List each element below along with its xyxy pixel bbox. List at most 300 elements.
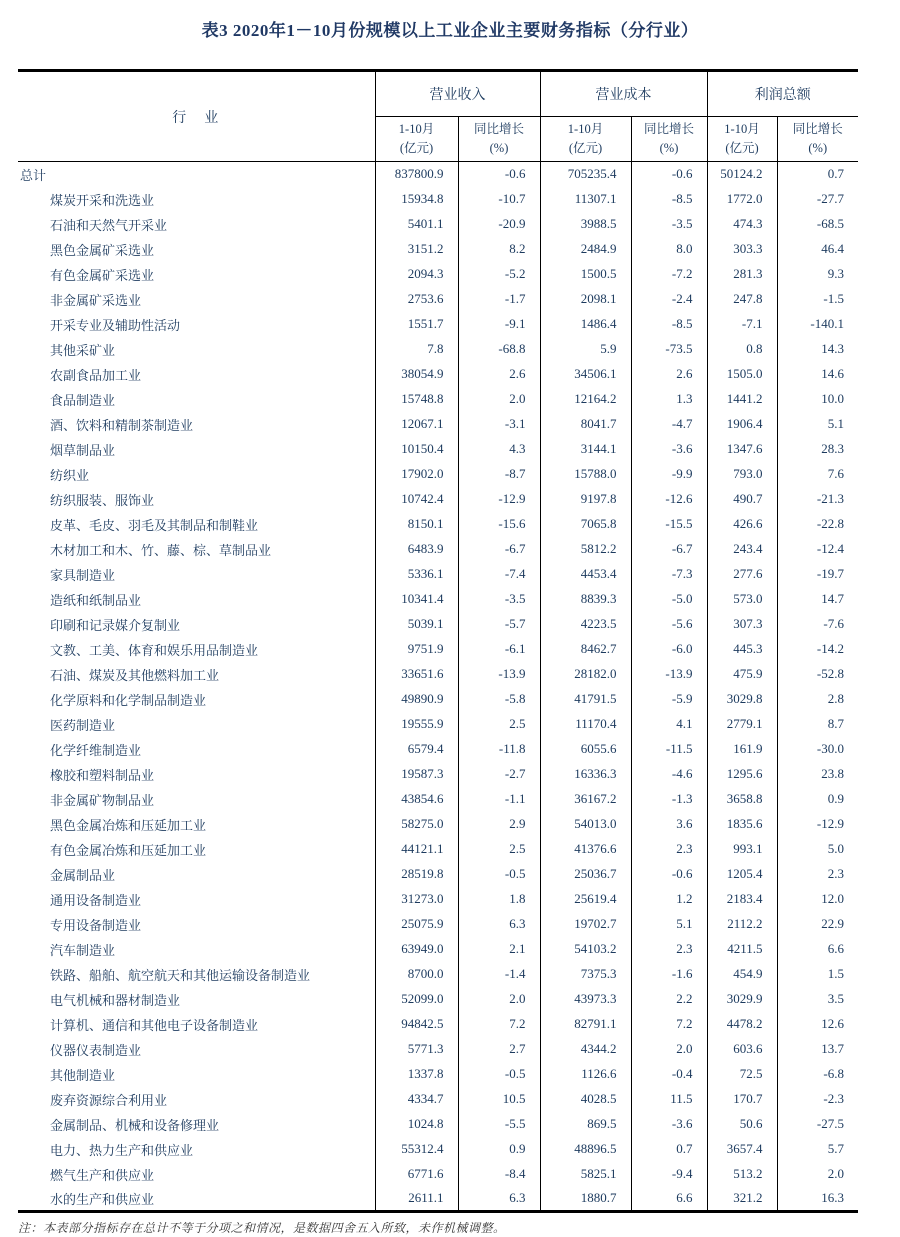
cost-amount-cell: 4223.5 [540,612,631,637]
cost-growth-cell: -5.6 [631,612,707,637]
cost-amount-cell: 8462.7 [540,637,631,662]
industry-name-cell: 废弃资源综合利用业 [50,1092,168,1108]
revenue-amount-cell: 15934.8 [375,187,458,212]
revenue-amount-cell: 52099.0 [375,987,458,1012]
industry-name-cell: 金属制品、机械和设备修理业 [50,1117,220,1133]
column-group-operating-cost: 营业成本 [540,71,707,117]
industry-name-cell: 纺织业 [50,467,90,483]
industry-name-cell: 其他采矿业 [50,342,116,358]
cost-growth-cell: 2.6 [631,362,707,387]
cost-amount-cell: 4344.2 [540,1037,631,1062]
revenue-amount-cell: 1551.7 [375,312,458,337]
revenue-amount-cell: 17902.0 [375,462,458,487]
industry-name-cell: 通用设备制造业 [50,892,142,908]
industry-name-cell: 农副食品加工业 [50,367,142,383]
cost-amount-cell: 869.5 [540,1112,631,1137]
revenue-growth-cell: -0.6 [458,162,540,187]
industry-name-cell: 非金属矿采选业 [50,292,142,308]
revenue-amount-cell: 5771.3 [375,1037,458,1062]
profit-growth-cell: -22.8 [777,512,858,537]
revenue-amount-cell: 8150.1 [375,512,458,537]
revenue-growth-cell: -1.7 [458,287,540,312]
industry-name-cell: 医药制造业 [50,717,116,733]
profit-amount-cell: 490.7 [707,487,777,512]
cost-growth-cell: -11.5 [631,737,707,762]
cost-amount-cell: 12164.2 [540,387,631,412]
cost-amount-cell: 43973.3 [540,987,631,1012]
table-row [18,862,858,887]
profit-growth-cell: -27.5 [777,1112,858,1137]
revenue-growth-cell: 2.5 [458,712,540,737]
profit-growth-cell: 23.8 [777,762,858,787]
cost-growth-cell: -8.5 [631,187,707,212]
cost-amount-cell: 705235.4 [540,162,631,187]
table-row [18,837,858,862]
industry-name-cell: 有色金属冶炼和压延加工业 [50,842,207,858]
profit-growth-cell: 2.3 [777,862,858,887]
profit-amount-cell: 303.3 [707,237,777,262]
industry-name-cell: 电力、热力生产和供应业 [50,1142,194,1158]
revenue-growth-cell: 1.8 [458,887,540,912]
cost-amount-cell: 2484.9 [540,237,631,262]
subheader-revenue-amount [375,117,458,162]
table-row [18,687,858,712]
table-row [18,1112,858,1137]
cost-growth-cell: -73.5 [631,337,707,362]
profit-growth-cell: -12.4 [777,537,858,562]
revenue-growth-cell: -11.8 [458,737,540,762]
table-row [18,487,858,512]
profit-growth-cell: 14.3 [777,337,858,362]
revenue-amount-cell: 7.8 [375,337,458,362]
table-row [18,1012,858,1037]
revenue-amount-cell: 58275.0 [375,812,458,837]
revenue-amount-cell: 12067.1 [375,412,458,437]
revenue-growth-cell: -9.1 [458,312,540,337]
revenue-growth-cell: -7.4 [458,562,540,587]
revenue-amount-cell: 2611.1 [375,1187,458,1212]
revenue-growth-cell: 2.0 [458,387,540,412]
profit-amount-cell: 603.6 [707,1037,777,1062]
cost-amount-cell: 2098.1 [540,287,631,312]
profit-growth-cell: -2.3 [777,1087,858,1112]
profit-growth-cell: 16.3 [777,1187,858,1212]
revenue-amount-cell: 94842.5 [375,1012,458,1037]
profit-growth-cell: 5.7 [777,1137,858,1162]
table-row [18,587,858,612]
table-row [18,512,858,537]
revenue-amount-cell: 10341.4 [375,587,458,612]
industry-name-cell: 计算机、通信和其他电子设备制造业 [50,1017,259,1033]
revenue-growth-cell: -8.7 [458,462,540,487]
profit-amount-cell: 1441.2 [707,387,777,412]
cost-amount-cell: 1880.7 [540,1187,631,1212]
subheader-line2: (%) [659,141,679,155]
profit-amount-cell: 4211.5 [707,937,777,962]
revenue-growth-cell: -12.9 [458,487,540,512]
profit-amount-cell: 1906.4 [707,412,777,437]
profit-amount-cell: 2183.4 [707,887,777,912]
revenue-growth-cell: -3.5 [458,587,540,612]
profit-growth-cell: 3.5 [777,987,858,1012]
industry-name-cell: 燃气生产和供应业 [50,1167,155,1183]
revenue-growth-cell: 2.0 [458,987,540,1012]
profit-amount-cell: 307.3 [707,612,777,637]
revenue-amount-cell: 6579.4 [375,737,458,762]
cost-amount-cell: 5825.1 [540,1162,631,1187]
cost-amount-cell: 25036.7 [540,862,631,887]
profit-amount-cell: 475.9 [707,662,777,687]
industry-name-cell: 水的生产和供应业 [50,1191,155,1207]
table-row [18,1062,858,1087]
industry-name-cell: 酒、饮料和精制茶制造业 [50,417,194,433]
cost-growth-cell: 7.2 [631,1012,707,1037]
industry-name-cell: 化学纤维制造业 [50,742,142,758]
cost-growth-cell: -13.9 [631,662,707,687]
profit-growth-cell: 6.6 [777,937,858,962]
revenue-growth-cell: 2.6 [458,362,540,387]
revenue-growth-cell: -3.1 [458,412,540,437]
table-row [18,187,858,212]
profit-growth-cell: 8.7 [777,712,858,737]
table-row [18,637,858,662]
cost-growth-cell: 2.2 [631,987,707,1012]
cost-growth-cell: -3.5 [631,212,707,237]
cost-amount-cell: 5812.2 [540,537,631,562]
cost-growth-cell: 2.0 [631,1037,707,1062]
revenue-amount-cell: 2094.3 [375,262,458,287]
industry-name-cell: 纺织服装、服饰业 [50,492,155,508]
table-row [18,387,858,412]
profit-amount-cell: 50.6 [707,1112,777,1137]
table-body [18,162,858,1212]
table-row [18,812,858,837]
profit-growth-cell: 14.6 [777,362,858,387]
cost-growth-cell: -2.4 [631,287,707,312]
revenue-growth-cell: 4.3 [458,437,540,462]
profit-growth-cell: -19.7 [777,562,858,587]
profit-growth-cell: -68.5 [777,212,858,237]
cost-amount-cell: 8839.3 [540,587,631,612]
profit-amount-cell: 454.9 [707,962,777,987]
cost-growth-cell: 2.3 [631,837,707,862]
revenue-amount-cell: 3151.2 [375,237,458,262]
profit-amount-cell: 1295.6 [707,762,777,787]
industry-name-cell: 家具制造业 [50,567,116,583]
profit-growth-cell: 28.3 [777,437,858,462]
table-row [18,1137,858,1162]
revenue-growth-cell: 10.5 [458,1087,540,1112]
revenue-amount-cell: 5401.1 [375,212,458,237]
table-row [18,312,858,337]
industry-name-cell: 石油、煤炭及其他燃料加工业 [50,667,220,683]
revenue-amount-cell: 9751.9 [375,637,458,662]
cost-amount-cell: 4028.5 [540,1087,631,1112]
profit-amount-cell: 2112.2 [707,912,777,937]
industry-name-cell: 食品制造业 [50,392,116,408]
table-footnote: 注：本表部分指标存在总计不等于分项之和情况，是数据四舍五入所致，未作机械调整。 [18,1221,506,1235]
cost-amount-cell: 9197.8 [540,487,631,512]
industry-name-cell: 印刷和记录媒介复制业 [50,617,181,633]
cost-growth-cell: -3.6 [631,1112,707,1137]
cost-growth-cell: -15.5 [631,512,707,537]
cost-amount-cell: 41791.5 [540,687,631,712]
table-row [18,912,858,937]
revenue-amount-cell: 10742.4 [375,487,458,512]
cost-amount-cell: 1486.4 [540,312,631,337]
revenue-amount-cell: 1337.8 [375,1062,458,1087]
profit-amount-cell: 445.3 [707,637,777,662]
cost-growth-cell: 6.6 [631,1187,707,1212]
cost-amount-cell: 34506.1 [540,362,631,387]
profit-growth-cell: 14.7 [777,587,858,612]
profit-amount-cell: 1772.0 [707,187,777,212]
industry-name-cell: 橡胶和塑料制品业 [50,767,155,783]
revenue-growth-cell: -13.9 [458,662,540,687]
profit-growth-cell: -7.6 [777,612,858,637]
cost-amount-cell: 36167.2 [540,787,631,812]
profit-amount-cell: 513.2 [707,1162,777,1187]
profit-amount-cell: 793.0 [707,462,777,487]
revenue-amount-cell: 6483.9 [375,537,458,562]
cost-growth-cell: -9.4 [631,1162,707,1187]
profit-growth-cell: -1.5 [777,287,858,312]
table-row [18,212,858,237]
profit-growth-cell: 5.1 [777,412,858,437]
table-row [18,237,858,262]
revenue-growth-cell: -15.6 [458,512,540,537]
column-group-total-profit: 利润总额 [707,71,858,117]
cost-amount-cell: 19702.7 [540,912,631,937]
profit-growth-cell: 9.3 [777,262,858,287]
profit-amount-cell: 4478.2 [707,1012,777,1037]
profit-amount-cell: 474.3 [707,212,777,237]
cost-growth-cell: 2.3 [631,937,707,962]
cost-growth-cell: -1.6 [631,962,707,987]
revenue-amount-cell: 837800.9 [375,162,458,187]
cost-growth-cell: 11.5 [631,1087,707,1112]
revenue-amount-cell: 44121.1 [375,837,458,862]
table-row [18,962,858,987]
cost-amount-cell: 3988.5 [540,212,631,237]
industry-name-cell: 烟草制品业 [50,442,116,458]
cost-amount-cell: 4453.4 [540,562,631,587]
table-row [18,787,858,812]
subheader-cost-amount [540,117,631,162]
table-row [18,712,858,737]
profit-growth-cell: 46.4 [777,237,858,262]
industry-name-cell: 造纸和纸制品业 [50,592,142,608]
cost-amount-cell: 48896.5 [540,1137,631,1162]
table-row [18,762,858,787]
profit-growth-cell: 2.8 [777,687,858,712]
profit-amount-cell: 1347.6 [707,437,777,462]
profit-growth-cell: -52.8 [777,662,858,687]
table-row [18,1162,858,1187]
profit-amount-cell: 993.1 [707,837,777,862]
cost-growth-cell: -7.2 [631,262,707,287]
cost-amount-cell: 28182.0 [540,662,631,687]
industry-name-cell: 非金属矿物制品业 [50,792,155,808]
profit-amount-cell: 1205.4 [707,862,777,887]
cost-amount-cell: 3144.1 [540,437,631,462]
cost-amount-cell: 16336.3 [540,762,631,787]
profit-amount-cell: -7.1 [707,312,777,337]
table-row [18,337,858,362]
revenue-amount-cell: 15748.8 [375,387,458,412]
profit-growth-cell: 7.6 [777,462,858,487]
revenue-amount-cell: 49890.9 [375,687,458,712]
table-row [18,937,858,962]
revenue-amount-cell: 2753.6 [375,287,458,312]
cost-growth-cell: 5.1 [631,912,707,937]
industry-name-cell: 石油和天然气开采业 [50,217,168,233]
industry-name-cell: 电气机械和器材制造业 [50,992,181,1008]
subheader-profit-growth [777,117,858,162]
table-row [18,987,858,1012]
profit-growth-cell: 12.6 [777,1012,858,1037]
profit-growth-cell: 1.5 [777,962,858,987]
cost-amount-cell: 7375.3 [540,962,631,987]
cost-amount-cell: 5.9 [540,337,631,362]
revenue-amount-cell: 63949.0 [375,937,458,962]
revenue-growth-cell: 6.3 [458,912,540,937]
revenue-amount-cell: 33651.6 [375,662,458,687]
table-header [18,71,858,162]
revenue-growth-cell: -8.4 [458,1162,540,1187]
profit-amount-cell: 1505.0 [707,362,777,387]
industry-name-cell: 开采专业及辅助性活动 [50,317,181,333]
subheader-line2: (%) [808,141,828,155]
industry-name-cell: 汽车制造业 [50,942,116,958]
revenue-amount-cell: 38054.9 [375,362,458,387]
profit-amount-cell: 573.0 [707,587,777,612]
cost-growth-cell: -8.5 [631,312,707,337]
profit-growth-cell: 12.0 [777,887,858,912]
cost-amount-cell: 15788.0 [540,462,631,487]
profit-growth-cell: -30.0 [777,737,858,762]
cost-growth-cell: -5.0 [631,587,707,612]
revenue-amount-cell: 19587.3 [375,762,458,787]
revenue-growth-cell: 8.2 [458,237,540,262]
industry-name-cell: 其他制造业 [50,1067,116,1083]
table-row [18,412,858,437]
profit-amount-cell: 161.9 [707,737,777,762]
revenue-growth-cell: -1.1 [458,787,540,812]
revenue-amount-cell: 19555.9 [375,712,458,737]
profit-growth-cell: -12.9 [777,812,858,837]
cost-growth-cell: 8.0 [631,237,707,262]
revenue-growth-cell: -5.2 [458,262,540,287]
profit-growth-cell: 0.7 [777,162,858,187]
cost-amount-cell: 82791.1 [540,1012,631,1037]
cost-growth-cell: -6.7 [631,537,707,562]
revenue-growth-cell: -6.1 [458,637,540,662]
table-row [18,537,858,562]
industry-name-cell: 皮革、毛皮、羽毛及其制品和制鞋业 [50,517,259,533]
revenue-growth-cell: -5.8 [458,687,540,712]
profit-amount-cell: 0.8 [707,337,777,362]
revenue-amount-cell: 1024.8 [375,1112,458,1137]
revenue-amount-cell: 8700.0 [375,962,458,987]
subheader-revenue-growth [458,117,540,162]
cost-growth-cell: -12.6 [631,487,707,512]
cost-growth-cell: 4.1 [631,712,707,737]
subheader-line1: 同比增长 [473,121,524,136]
cost-amount-cell: 8041.7 [540,412,631,437]
profit-amount-cell: 243.4 [707,537,777,562]
revenue-amount-cell: 31273.0 [375,887,458,912]
table-row [18,662,858,687]
profit-amount-cell: 321.2 [707,1187,777,1212]
cost-growth-cell: -0.4 [631,1062,707,1087]
profit-amount-cell: 72.5 [707,1062,777,1087]
industry-name-cell: 专用设备制造业 [50,917,142,933]
cost-growth-cell: -4.6 [631,762,707,787]
revenue-growth-cell: 2.9 [458,812,540,837]
profit-growth-cell: 13.7 [777,1037,858,1062]
revenue-growth-cell: -2.7 [458,762,540,787]
industry-name-cell: 有色金属矿采选业 [50,267,155,283]
cost-growth-cell: 3.6 [631,812,707,837]
revenue-growth-cell: -20.9 [458,212,540,237]
revenue-growth-cell: 2.7 [458,1037,540,1062]
cost-growth-cell: -3.6 [631,437,707,462]
cost-growth-cell: -1.3 [631,787,707,812]
profit-amount-cell: 50124.2 [707,162,777,187]
table-row [18,1087,858,1112]
industry-name-cell: 黑色金属矿采选业 [50,242,155,258]
profit-growth-cell: 0.9 [777,787,858,812]
subheader-line1: 1-10月 [398,121,435,136]
industry-name-cell: 金属制品业 [50,867,116,883]
table-row [18,612,858,637]
profit-amount-cell: 1835.6 [707,812,777,837]
cost-amount-cell: 54103.2 [540,937,631,962]
revenue-amount-cell: 55312.4 [375,1137,458,1162]
profit-growth-cell: 22.9 [777,912,858,937]
cost-amount-cell: 11170.4 [540,712,631,737]
revenue-growth-cell: 2.5 [458,837,540,862]
profit-amount-cell: 3029.8 [707,687,777,712]
subheader-line2: (亿元) [568,141,603,155]
cost-amount-cell: 54013.0 [540,812,631,837]
industry-name-cell: 黑色金属冶炼和压延加工业 [50,817,207,833]
revenue-amount-cell: 6771.6 [375,1162,458,1187]
cost-amount-cell: 41376.6 [540,837,631,862]
table-row [18,162,858,187]
revenue-amount-cell: 5336.1 [375,562,458,587]
table-row [18,887,858,912]
profit-amount-cell: 3657.4 [707,1137,777,1162]
profit-growth-cell: 5.0 [777,837,858,862]
page-title: 表3 2020年1－10月份规模以上工业企业主要财务指标（分行业） [201,21,699,40]
revenue-growth-cell: -6.7 [458,537,540,562]
cost-growth-cell: -4.7 [631,412,707,437]
cost-growth-cell: 1.3 [631,387,707,412]
profit-amount-cell: 277.6 [707,562,777,587]
cost-amount-cell: 1500.5 [540,262,631,287]
table-row [18,1037,858,1062]
industry-name-cell: 仪器仪表制造业 [50,1042,142,1058]
table-row [18,262,858,287]
revenue-growth-cell: -5.5 [458,1112,540,1137]
revenue-amount-cell: 25075.9 [375,912,458,937]
profit-amount-cell: 170.7 [707,1087,777,1112]
cost-growth-cell: 1.2 [631,887,707,912]
industry-name-cell: 铁路、船舶、航空航天和其他运输设备制造业 [50,967,311,983]
subheader-line2: (%) [489,141,509,155]
